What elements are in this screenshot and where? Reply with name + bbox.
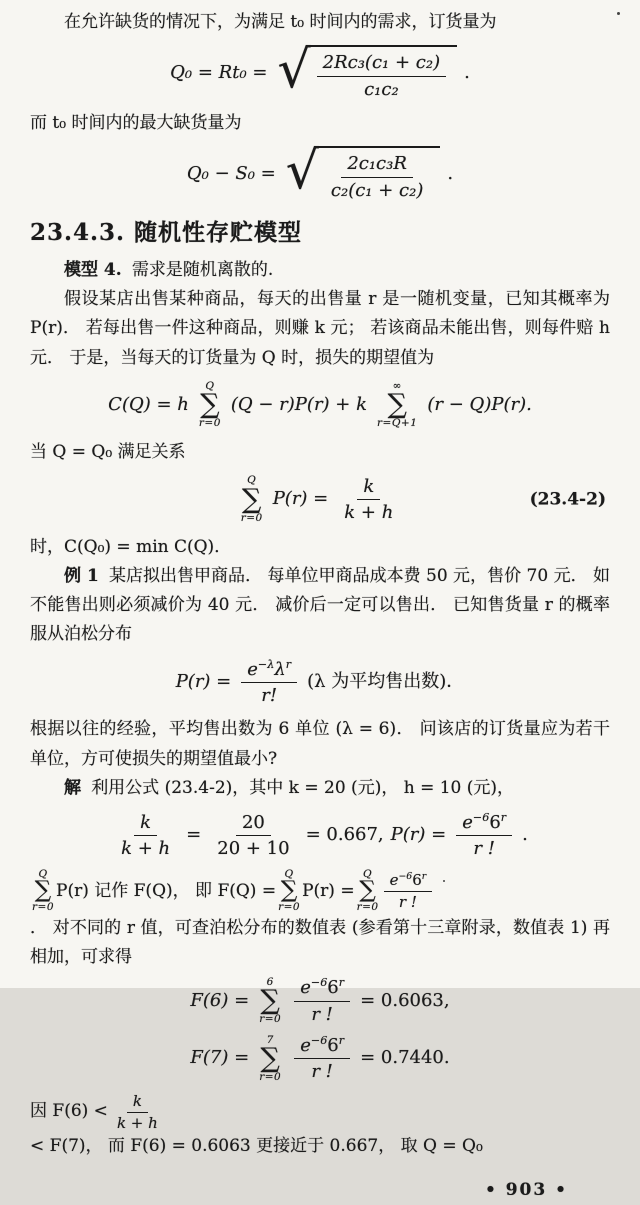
- denominator: r !: [311, 1003, 333, 1025]
- denominator: 20 + 10: [217, 838, 290, 860]
- fraction: [456, 811, 512, 861]
- formula-lhs: F(6) =: [190, 989, 250, 1011]
- numerator: [294, 1034, 350, 1059]
- text-part: < F(7)， 而 F(6) = 0.6063 更接近于 0.667， 取 Q = Q₀: [30, 1136, 483, 1157]
- formula-mid: (Q − r)P(r) + k: [230, 393, 367, 415]
- e-base: e: [462, 812, 473, 834]
- fraction: [325, 152, 429, 202]
- numerator: 2c₁c₃R: [341, 152, 413, 177]
- text-part: P(r) 记作 F(Q)， 即 F(Q) =: [56, 880, 277, 901]
- text-part: P(r) =: [302, 880, 355, 901]
- scan-speck: [617, 12, 620, 15]
- sum-upper-limit: Q: [363, 867, 373, 880]
- sum-lower-limit: r=0: [278, 901, 301, 914]
- denominator: r !: [311, 1061, 333, 1083]
- paragraph-cumulative: [30, 869, 610, 972]
- radical-icon: √: [277, 39, 311, 100]
- formula-lhs: Q₀ − S₀ =: [186, 162, 276, 184]
- numerator: k: [134, 811, 157, 836]
- formula-lhs: P(r) =: [390, 824, 447, 846]
- formula-f6: [30, 976, 610, 1026]
- fraction: [115, 811, 176, 861]
- radicand: [308, 45, 457, 101]
- numerator: 2Rc₃(c₁ + c₂): [317, 51, 446, 76]
- e-base: e: [247, 658, 258, 680]
- summation: [259, 977, 281, 1026]
- sum-lower-limit: r=Q+1: [377, 417, 418, 430]
- summation: [259, 1035, 281, 1084]
- exponent: r: [500, 811, 507, 825]
- summation: [241, 475, 263, 524]
- page-number: • 903 •: [484, 1179, 568, 1200]
- equation-number: (23.4-2): [529, 489, 606, 510]
- formula-ratio: [30, 811, 610, 861]
- numerator: [456, 811, 512, 836]
- sigma-icon: ∑: [387, 389, 407, 421]
- example1-text: 某店拟出售甲商品． 每单位甲商品成本费 50 元，售价 70 元． 如不能售出则必须减价为 40 元． 减价后一定可以售出． 已知售货量 r 的概率服从泊松分布: [30, 565, 611, 645]
- six-base: 6: [327, 1035, 339, 1056]
- six-base: 6: [412, 871, 422, 890]
- model4-text: 需求是随机离散的.: [131, 259, 274, 280]
- sum-lower-limit: r=0: [259, 1070, 282, 1083]
- scan-speck: [443, 880, 445, 882]
- radicand: [316, 146, 440, 202]
- six-base: 6: [327, 977, 339, 999]
- summation: [32, 869, 54, 914]
- denominator: r !: [473, 838, 495, 860]
- paragraph-model4: [30, 256, 610, 285]
- sum-upper-limit: Q: [284, 867, 294, 880]
- lambda-base: λ: [274, 658, 286, 680]
- fraction: [317, 51, 446, 101]
- sigma-icon: ∑: [359, 877, 376, 904]
- fraction: [294, 1034, 350, 1084]
- numerator: [294, 976, 350, 1001]
- exponent: r: [421, 871, 427, 883]
- summation: [377, 381, 417, 430]
- paragraph-experience: 根据以往的经验，平均售出数为 6 单位 (λ = 6)． 问该店的订货量应为若干单位，方可使损失的期望值最小?: [30, 719, 610, 769]
- formula-result: = 0.6063,: [360, 989, 450, 1011]
- exponent: −λ: [257, 657, 275, 671]
- formula-result: = 0.7440.: [360, 1047, 450, 1069]
- e-base: e: [300, 1035, 311, 1056]
- text-part: 因 F(6) <: [30, 1101, 108, 1122]
- sum-upper-limit: ∞: [392, 379, 402, 392]
- example1-label: 例 1: [64, 565, 99, 586]
- exponent: r: [338, 1034, 345, 1047]
- formula-tail: .: [522, 824, 528, 846]
- exponent: r: [338, 976, 345, 990]
- numerator: k: [357, 475, 380, 500]
- e-base: e: [300, 977, 311, 999]
- e-base: e: [389, 871, 399, 890]
- sum-lower-limit: r=0: [259, 1012, 282, 1025]
- paragraph-intro: 在允许缺货的情况下，为满足 t₀ 时间内的需求，订货量为: [64, 12, 497, 32]
- fraction: [384, 871, 433, 912]
- sum-upper-limit: Q: [205, 379, 215, 392]
- formula-23-4-2: [30, 475, 610, 525]
- numerator: 20: [236, 811, 271, 836]
- denominator: k + h: [116, 1113, 158, 1132]
- sum-lower-limit: r=0: [198, 417, 221, 430]
- formula-pre: C(Q) = h: [108, 393, 189, 415]
- paragraph-setup: 假设某店出售某种商品，每天的出售量 r 是一随机变量，已知其概率为 P(r)． 若每出售一件这种商品，则赚 k 元； 若该商品未能出售，则每件赔 h 元． 于是，当每天的订货量为 Q 时，损失的期望值为: [30, 289, 610, 368]
- numerator: [241, 658, 297, 683]
- paragraph-example1: [30, 562, 610, 650]
- formula-tail: .: [447, 162, 454, 184]
- fraction: [211, 811, 295, 861]
- paragraph-min: 时，C(Q₀) = min C(Q)．: [30, 536, 232, 557]
- summation: [357, 869, 379, 914]
- square-root: [283, 140, 441, 202]
- sigma-icon: ∑: [260, 985, 280, 1017]
- denominator: k + h: [121, 838, 171, 860]
- sum-upper-limit: 6: [266, 975, 274, 988]
- sum-lower-limit: r=0: [32, 901, 54, 914]
- paragraph-conclusion: [30, 1092, 610, 1162]
- sum-upper-limit: Q: [247, 474, 257, 487]
- formula-f7: [30, 1034, 610, 1084]
- formula-poisson: [30, 658, 610, 708]
- numerator: [384, 871, 433, 892]
- sigma-icon: ∑: [34, 877, 52, 904]
- formula-lhs: F(7) =: [190, 1047, 250, 1069]
- exponent: −6: [398, 871, 413, 883]
- sigma-icon: ∑: [260, 1043, 280, 1075]
- formula-lhs: P(r) =: [272, 488, 329, 510]
- summation: [278, 869, 300, 914]
- paragraph-when: 当 Q = Q₀ 满足关系: [30, 441, 186, 462]
- formula-tail: .: [464, 61, 470, 83]
- formula-max-shortage: [30, 140, 610, 202]
- fraction: [111, 1092, 164, 1133]
- formula-order-quantity: [30, 39, 610, 101]
- text-part: ． 对不同的 r 值，可查泊松分布的数值表 (参看第十三章附录，数值表 1) 再相加，可求得: [30, 917, 610, 967]
- exponent: −6: [310, 976, 328, 990]
- sum-lower-limit: r=0: [356, 901, 379, 914]
- fraction: [294, 976, 350, 1026]
- formula-expected-loss: [30, 381, 610, 430]
- paragraph-max-shortage: 而 t₀ 时间内的最大缺货量为: [30, 113, 242, 134]
- denominator: k + h: [344, 502, 394, 524]
- numerator: k: [127, 1092, 148, 1113]
- solution-label: 解: [64, 777, 81, 798]
- formula-lhs: P(r) =: [175, 670, 232, 692]
- denominator: c₁c₂: [364, 78, 399, 100]
- solution-text: 利用公式 (23.4-2)，其中 k = 20 (元)， h = 10 (元)，: [91, 777, 515, 798]
- sum-upper-limit: Q: [38, 867, 48, 880]
- exponent: −6: [472, 811, 490, 825]
- square-root: [274, 39, 457, 101]
- denominator: r!: [261, 684, 278, 706]
- sigma-icon: ∑: [242, 483, 262, 515]
- sigma-icon: ∑: [280, 877, 298, 904]
- sigma-icon: ∑: [200, 389, 220, 421]
- radical-icon: √: [285, 140, 319, 201]
- denominator: r !: [398, 892, 417, 911]
- six-base: 6: [489, 812, 501, 834]
- equals: =: [186, 824, 202, 846]
- paragraph-solution: [30, 774, 610, 803]
- fraction: [241, 658, 297, 708]
- sum-upper-limit: 7: [266, 1033, 274, 1046]
- model4-label: 模型 4.: [64, 259, 122, 280]
- section-heading: 23.4.3. 随机性存贮模型: [30, 219, 303, 247]
- exponent: r: [285, 657, 292, 671]
- exponent: −6: [310, 1034, 328, 1047]
- formula-note: (λ 为平均售出数)．: [307, 670, 465, 692]
- fraction: [338, 475, 399, 525]
- denominator: c₂(c₁ + c₂): [330, 179, 424, 201]
- summation: [199, 381, 221, 430]
- sum-lower-limit: r=0: [240, 511, 263, 524]
- formula-lhs: Q₀ = Rt₀ =: [170, 61, 268, 83]
- result: = 0.667,: [305, 824, 384, 846]
- formula-post: (r − Q)P(r).: [427, 393, 532, 415]
